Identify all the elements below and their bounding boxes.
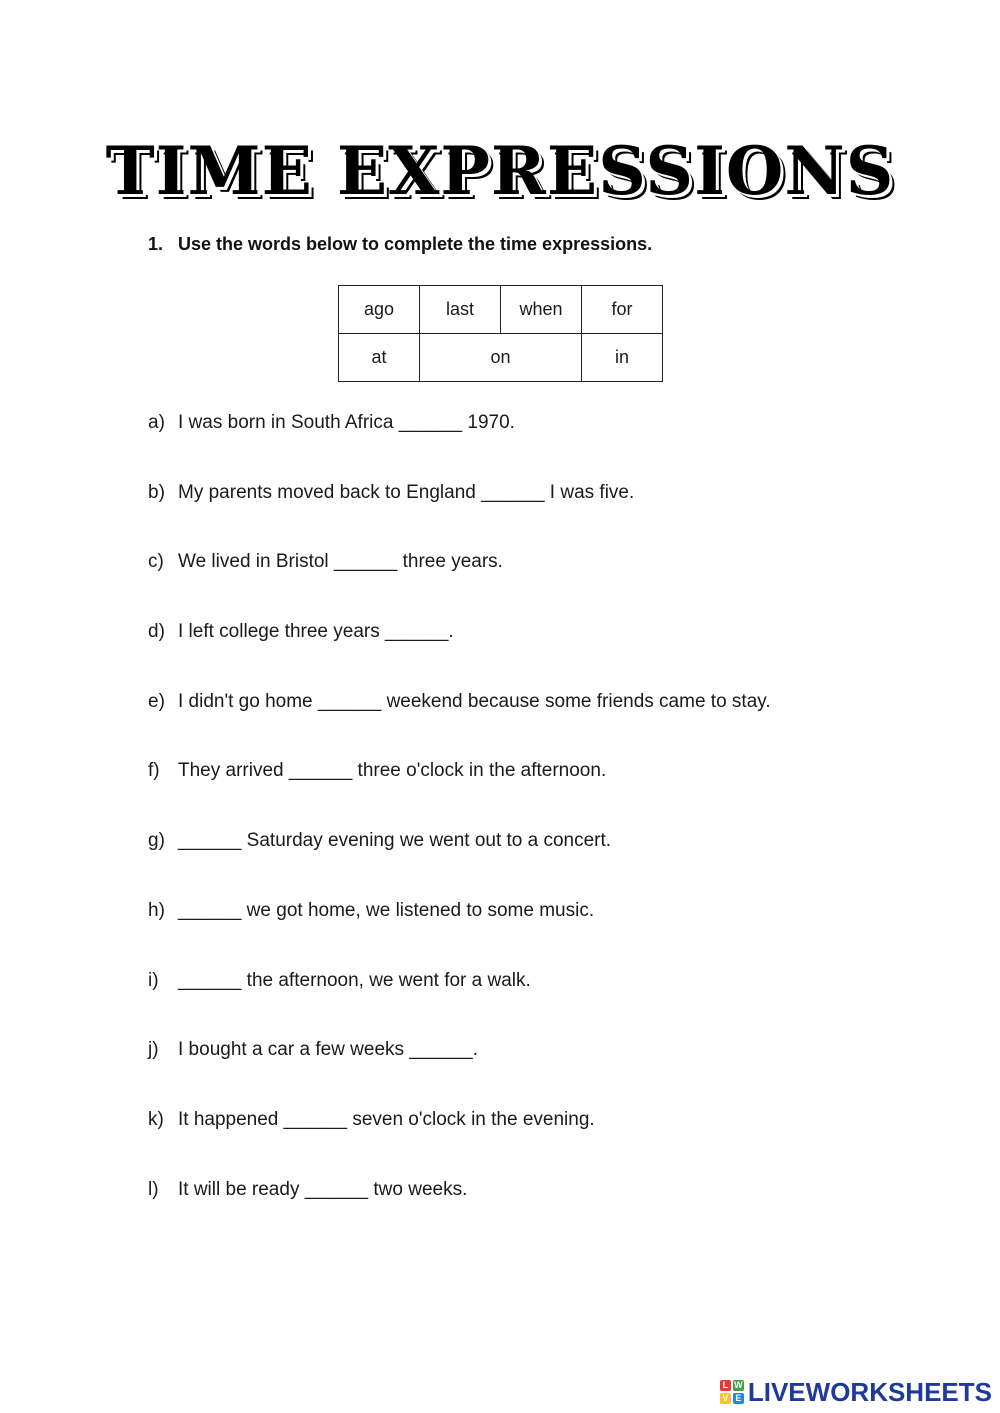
question-text: I didn't go home ______ weekend because some friends came to stay. [178, 690, 771, 712]
question-item [148, 481, 908, 551]
question-text: ______ we got home, we listened to some music. [178, 899, 595, 921]
question-item [148, 411, 908, 481]
question-letter: h) [148, 899, 165, 921]
word-cell: ago [339, 286, 420, 334]
question-item [148, 1038, 908, 1108]
question-text: ______ Saturday evening we went out to a concert. [178, 830, 612, 852]
question-text: ______ the afternoon, we went for a walk. [178, 969, 531, 991]
question-item [148, 969, 908, 1039]
word-cell: at [339, 334, 420, 382]
question-item [148, 899, 908, 969]
question-item [148, 759, 908, 829]
instruction-number: 1. [148, 234, 164, 254]
question-letter: j) [148, 1039, 159, 1061]
instruction [148, 234, 652, 255]
word-box-row [339, 334, 663, 382]
word-cell: for [582, 286, 663, 334]
question-text: I bought a car a few weeks ______. [178, 1039, 478, 1061]
liveworksheets-logo[interactable] [720, 1377, 992, 1407]
question-text: I left college three years ______. [178, 621, 454, 643]
question-letter: l) [148, 1178, 159, 1200]
question-letter: d) [148, 621, 165, 643]
question-letter: e) [148, 690, 165, 712]
question-text: It will be ready ______ two weeks. [178, 1178, 468, 1200]
word-cell: last [420, 286, 501, 334]
question-text: We lived in Bristol ______ three years. [178, 551, 503, 573]
word-box [338, 285, 663, 382]
question-letter: c) [148, 551, 164, 573]
word-cell: on [420, 334, 582, 382]
word-box-row [339, 286, 663, 334]
question-letter: a) [148, 412, 165, 433]
word-cell: in [582, 334, 663, 382]
question-letter: k) [148, 1108, 164, 1130]
question-item [148, 620, 908, 690]
logo-tile: L [720, 1380, 731, 1391]
question-letter: g) [148, 830, 165, 852]
question-item [148, 1178, 908, 1248]
question-item [148, 829, 908, 899]
question-item [148, 690, 908, 760]
question-letter: b) [148, 481, 165, 503]
question-item [148, 1108, 908, 1178]
question-list [148, 411, 908, 1247]
word-cell: when [501, 286, 582, 334]
question-text: I was born in South Africa ______ 1970. [178, 412, 515, 433]
question-text: It happened ______ seven o'clock in the evening. [178, 1108, 595, 1130]
liveworksheets-icon [720, 1380, 744, 1404]
brand-name: LIVEWORKSHEETS [747, 1376, 992, 1407]
question-letter: f) [148, 760, 160, 782]
logo-tile: W [734, 1380, 743, 1390]
question-text: My parents moved back to England ______ I was five. [178, 481, 635, 503]
question-letter: i) [148, 969, 159, 991]
logo-tile: V [720, 1393, 731, 1404]
page-title: TIME EXPRESSIONS [105, 132, 895, 210]
instruction-text: Use the words below to complete the time expressions. [178, 234, 653, 254]
logo-tile: E [733, 1393, 744, 1404]
question-item [148, 550, 908, 620]
question-text: They arrived ______ three o'clock in the afternoon. [178, 760, 607, 782]
